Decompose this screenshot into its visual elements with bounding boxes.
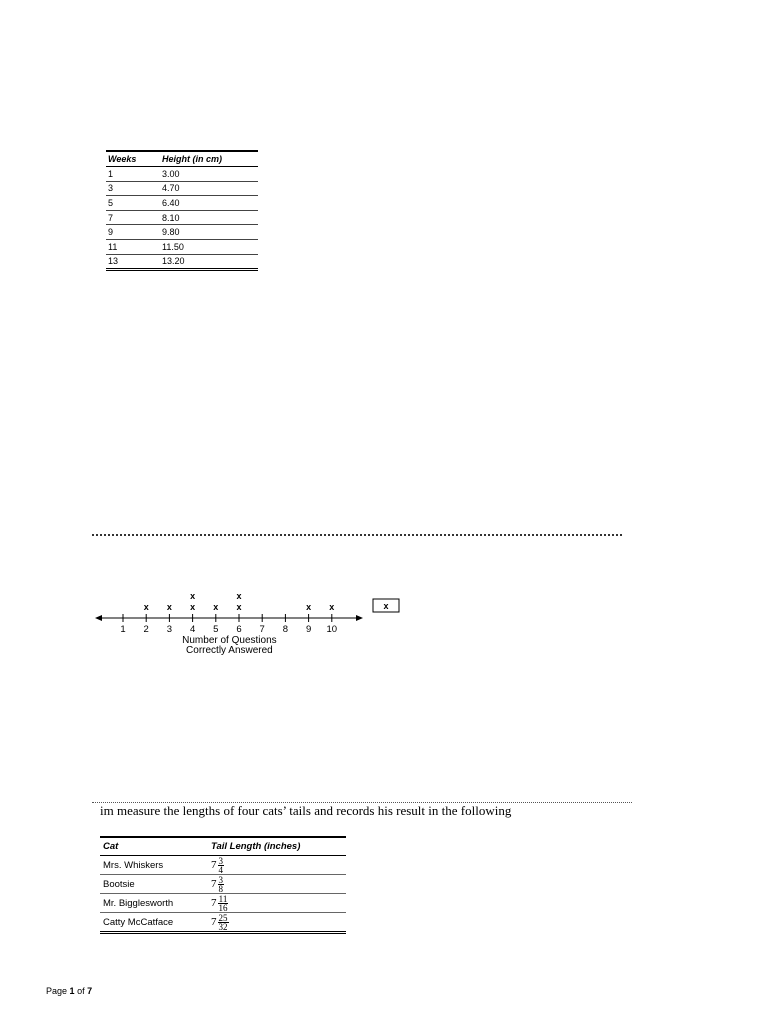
height-header: Height (in cm) — [160, 151, 258, 167]
tail-length-cell — [208, 894, 346, 913]
table-row — [106, 181, 258, 196]
whole-part: 7 — [211, 916, 217, 928]
table-row — [100, 856, 346, 875]
cat-tail-table — [100, 836, 346, 934]
height-cell: 13.20 — [160, 254, 258, 270]
table-row — [106, 210, 258, 225]
weeks-header: Weeks — [106, 151, 160, 167]
table-row — [100, 913, 346, 933]
x-mark: x — [329, 602, 335, 612]
weeks-cell: 5 — [106, 196, 160, 211]
dot-plot — [90, 588, 410, 658]
x-mark: x — [190, 602, 196, 612]
tick-label: 10 — [326, 624, 338, 635]
denominator: 8 — [218, 883, 223, 894]
tick-label: 4 — [189, 624, 196, 635]
x-mark: x — [190, 591, 196, 601]
weeks-cell: 11 — [106, 239, 160, 254]
x-mark: x — [306, 602, 312, 612]
tail-length-cell — [208, 875, 346, 894]
tail-length-header: Tail Length (inches) — [208, 837, 346, 856]
whole-part: 7 — [211, 878, 217, 890]
tick-label: 9 — [305, 624, 312, 635]
height-cell: 3.00 — [160, 167, 258, 182]
whole-part: 7 — [211, 859, 217, 871]
tick-label: 6 — [236, 624, 242, 635]
x-mark: x — [143, 602, 149, 612]
tick-label: 2 — [143, 624, 149, 635]
table-row — [106, 225, 258, 240]
denominator: 16 — [218, 902, 228, 913]
weeks-cell: 1 — [106, 167, 160, 182]
numerator: 3 — [218, 855, 223, 866]
tail-length-cell — [208, 913, 346, 933]
right-arrow-icon — [356, 615, 363, 621]
table-row — [100, 894, 346, 913]
weeks-cell: 3 — [106, 181, 160, 196]
weeks-cell: 7 — [106, 210, 160, 225]
height-cell: 11.50 — [160, 239, 258, 254]
weeks-cell: 13 — [106, 254, 160, 270]
cat-header: Cat — [100, 837, 208, 856]
cat-table-header-row — [100, 837, 346, 856]
cat-name-cell: Bootsie — [100, 875, 208, 894]
tick-label: 8 — [282, 624, 289, 635]
height-cell: 4.70 — [160, 181, 258, 196]
denominator: 32 — [218, 921, 228, 932]
mixed-number — [211, 895, 229, 912]
cat-name-cell: Mr. Bigglesworth — [100, 894, 208, 913]
cat-intro-text: im measure the lengths of four cats’ tails and records his result in the following — [100, 803, 512, 818]
height-cell: 8.10 — [160, 210, 258, 225]
footer-page-total: 7 — [87, 986, 93, 996]
dotted-separator — [92, 534, 622, 536]
table-row — [106, 239, 258, 254]
footer-page-word: Page — [46, 986, 68, 996]
table-row — [106, 167, 258, 182]
height-cell: 6.40 — [160, 196, 258, 211]
fraction — [218, 857, 225, 874]
table-row — [106, 196, 258, 211]
tick-label: 1 — [120, 624, 126, 635]
mixed-number — [211, 914, 229, 931]
mixed-number — [211, 857, 224, 874]
growth-table-header-row — [106, 151, 258, 167]
tick-label: 7 — [259, 624, 265, 635]
fraction — [218, 876, 225, 893]
x-mark: x — [236, 602, 242, 612]
x-mark: x — [213, 602, 219, 612]
growth-table — [106, 150, 258, 271]
weeks-cell: 9 — [106, 225, 160, 240]
table-row — [100, 875, 346, 894]
fraction — [218, 914, 229, 931]
denominator: 4 — [218, 864, 223, 875]
x-mark: x — [236, 591, 242, 601]
numerator: 11 — [218, 893, 228, 904]
table-row — [106, 254, 258, 270]
cat-name-cell: Mrs. Whiskers — [100, 856, 208, 875]
mixed-number — [211, 876, 224, 893]
numerator: 3 — [218, 874, 223, 885]
tail-length-cell — [208, 856, 346, 875]
whole-part: 7 — [211, 897, 217, 909]
tick-label: 5 — [213, 624, 219, 635]
axis-title-line2: Correctly Answered — [186, 645, 273, 656]
tick-label: 3 — [166, 624, 173, 635]
fraction — [218, 895, 229, 912]
key-x-mark: x — [383, 601, 389, 611]
axis-title-line1: Number of Questions — [182, 635, 277, 646]
numerator: 25 — [218, 912, 228, 923]
height-cell: 9.80 — [160, 225, 258, 240]
x-mark: x — [166, 602, 172, 612]
page-footer — [46, 986, 92, 996]
footer-page-number: 1 — [69, 986, 75, 996]
cat-name-cell: Catty McCatface — [100, 913, 208, 933]
footer-of-word: of — [77, 986, 85, 996]
left-arrow-icon — [95, 615, 102, 621]
